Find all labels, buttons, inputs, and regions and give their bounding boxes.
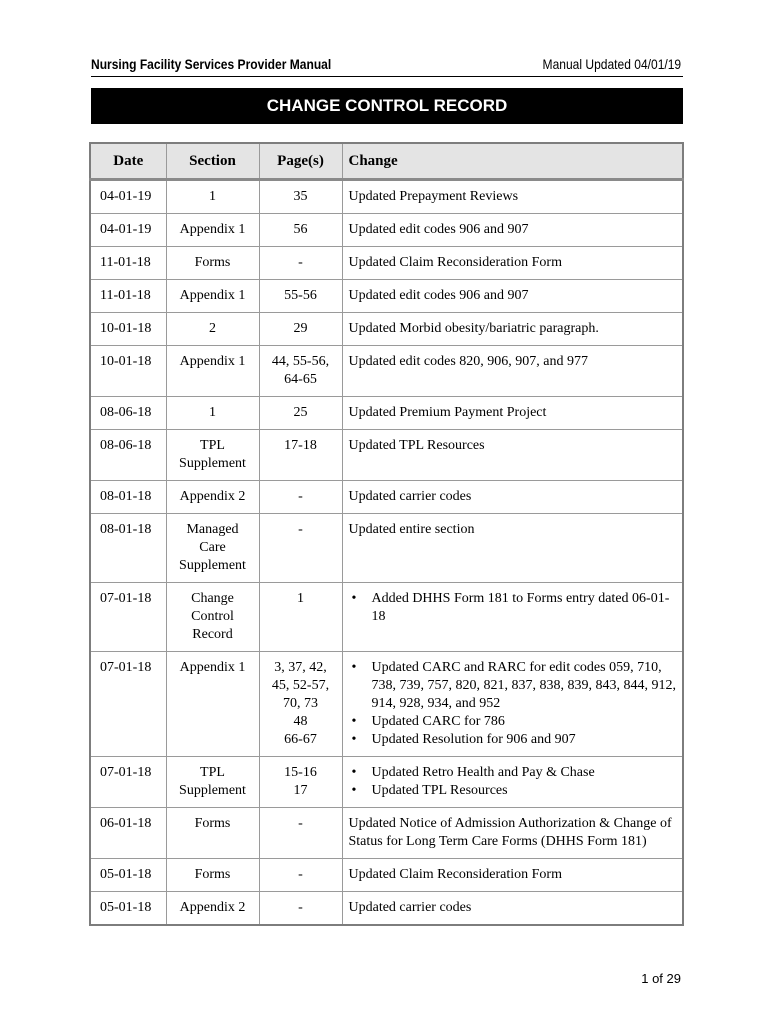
cell-date: 04-01-19	[90, 180, 166, 214]
cell-change	[342, 757, 683, 808]
cell-pages	[259, 859, 342, 892]
cell-pages	[259, 481, 342, 514]
table-row	[90, 514, 683, 583]
cell-section-line: 2	[209, 321, 216, 336]
cell-section-line: Change	[191, 591, 234, 606]
cell-section	[166, 808, 259, 859]
column-header-change: Change	[342, 143, 683, 180]
cell-section	[166, 214, 259, 247]
change-bullet-item: • Updated CARC for 786	[349, 713, 677, 731]
cell-change-line: Updated edit codes 820, 906, 907, and 977	[348, 354, 589, 369]
cell-pages	[259, 313, 342, 346]
cell-date: 10-01-18	[90, 346, 166, 397]
cell-change	[342, 430, 683, 481]
cell-section-line: Control	[191, 609, 234, 624]
table-row	[90, 481, 683, 514]
cell-change	[342, 652, 683, 757]
table-row	[90, 280, 683, 313]
cell-section	[166, 430, 259, 481]
table-header-row	[90, 143, 683, 180]
cell-date: 05-01-18	[90, 859, 166, 892]
cell-section	[166, 583, 259, 652]
column-header-date: Date	[90, 143, 166, 180]
cell-pages-line: 25	[293, 405, 308, 420]
cell-change-line: Updated entire section	[348, 522, 475, 537]
cell-section	[166, 180, 259, 214]
change-control-table	[89, 142, 684, 926]
cell-pages-line: 17-18	[284, 438, 317, 453]
cell-pages	[259, 583, 342, 652]
cell-change-line: Updated TPL Resources	[348, 438, 485, 453]
cell-pages-line: 44, 55-56,	[271, 354, 330, 369]
cell-change-line: Updated Prepayment Reviews	[348, 189, 519, 204]
cell-pages-line: 70, 73	[283, 696, 318, 711]
cell-section-line: 1	[209, 405, 216, 420]
column-header-section: Section	[166, 143, 259, 180]
cell-section	[166, 652, 259, 757]
cell-change-line: Updated Claim Reconsideration Form	[348, 867, 562, 882]
cell-change	[342, 859, 683, 892]
table-row	[90, 430, 683, 481]
cell-section	[166, 757, 259, 808]
cell-change-line: Updated carrier codes	[348, 489, 472, 504]
cell-change	[342, 583, 683, 652]
cell-change	[342, 247, 683, 280]
cell-change	[342, 808, 683, 859]
cell-pages-line: 48	[293, 714, 308, 729]
table-row	[90, 214, 683, 247]
cell-change	[342, 514, 683, 583]
cell-section-line: TPL	[200, 438, 225, 453]
cell-section-line: Appendix 2	[179, 900, 246, 915]
cell-section	[166, 514, 259, 583]
cell-section-line: Care	[199, 540, 226, 555]
cell-change-line: Updated edit codes 906 and 907	[348, 222, 529, 237]
cell-section-line: Forms	[194, 255, 231, 270]
cell-date: 07-01-18	[90, 652, 166, 757]
cell-change-line: Updated Morbid obesity/bariatric paragraph.	[348, 321, 599, 336]
cell-section-line: Forms	[194, 816, 231, 831]
cell-pages-line: 29	[293, 321, 308, 336]
cell-change	[342, 280, 683, 313]
cell-pages-line: -	[298, 816, 303, 831]
cell-change-line: Updated carrier codes	[348, 900, 472, 915]
cell-change	[342, 214, 683, 247]
cell-pages	[259, 247, 342, 280]
cell-date: 10-01-18	[90, 313, 166, 346]
cell-pages-line: 66-67	[284, 732, 317, 747]
cell-change	[342, 397, 683, 430]
cell-section-line: Appendix 1	[179, 222, 246, 237]
manual-updated-date: Manual Updated 04/01/19	[542, 56, 681, 72]
cell-date: 11-01-18	[90, 280, 166, 313]
change-bullet-list	[349, 764, 677, 800]
cell-section	[166, 247, 259, 280]
cell-date: 04-01-19	[90, 214, 166, 247]
cell-section-line: Forms	[194, 867, 231, 882]
page-title: CHANGE CONTROL RECORD	[91, 88, 683, 124]
cell-pages-line: 1	[297, 591, 304, 606]
cell-section	[166, 892, 259, 926]
cell-pages	[259, 808, 342, 859]
change-bullet-list	[349, 659, 677, 749]
table-row	[90, 859, 683, 892]
cell-pages	[259, 652, 342, 757]
header-rule	[91, 76, 683, 77]
cell-date: 07-01-18	[90, 583, 166, 652]
cell-pages	[259, 180, 342, 214]
cell-pages-line: 17	[293, 783, 308, 798]
cell-date: 11-01-18	[90, 247, 166, 280]
cell-pages-line: -	[298, 867, 303, 882]
cell-section-line: Supplement	[179, 558, 246, 573]
cell-pages	[259, 346, 342, 397]
cell-date: 08-01-18	[90, 481, 166, 514]
change-bullet-item: • Added DHHS Form 181 to Forms entry dated 06-01-18	[349, 590, 677, 626]
cell-pages	[259, 892, 342, 926]
cell-pages-line: 56	[293, 222, 308, 237]
table-row	[90, 397, 683, 430]
cell-pages	[259, 214, 342, 247]
cell-pages-line: 55-56	[284, 288, 317, 303]
change-bullet-list	[349, 590, 677, 626]
table-row	[90, 247, 683, 280]
cell-section-line: Record	[192, 627, 233, 642]
cell-section	[166, 346, 259, 397]
cell-pages-line: -	[298, 900, 303, 915]
cell-date: 08-06-18	[90, 430, 166, 481]
cell-section	[166, 280, 259, 313]
cell-pages	[259, 757, 342, 808]
cell-section-line: Appendix 1	[179, 660, 246, 675]
table-body	[90, 180, 683, 926]
table-row	[90, 313, 683, 346]
cell-section	[166, 481, 259, 514]
table-row	[90, 180, 683, 214]
cell-pages-line: 15-16	[284, 765, 317, 780]
table-row	[90, 583, 683, 652]
cell-pages-line: -	[298, 522, 303, 537]
cell-date: 08-06-18	[90, 397, 166, 430]
change-bullet-item: • Updated CARC and RARC for edit codes 059, 710, 738, 739, 757, 820, 821, 837, 838, 839, 843, 844, 912, 914, 928, 934, and 952	[349, 659, 677, 713]
cell-date: 06-01-18	[90, 808, 166, 859]
cell-change	[342, 346, 683, 397]
table-row	[90, 892, 683, 926]
cell-date: 05-01-18	[90, 892, 166, 926]
change-bullet-item: • Updated TPL Resources	[349, 782, 677, 800]
cell-pages-line: -	[298, 489, 303, 504]
cell-section	[166, 397, 259, 430]
cell-section-line: TPL	[200, 765, 225, 780]
cell-change-line: Updated Claim Reconsideration Form	[348, 255, 562, 270]
cell-pages-line: 45, 52-57,	[271, 678, 330, 693]
cell-pages-line: 3, 37, 42,	[274, 660, 327, 675]
manual-title: Nursing Facility Services Provider Manual	[91, 56, 332, 72]
cell-section-line: Appendix 1	[179, 354, 246, 369]
cell-section-line: Appendix 1	[179, 288, 246, 303]
cell-date: 07-01-18	[90, 757, 166, 808]
cell-section-line: Appendix 2	[179, 489, 246, 504]
cell-pages-line: -	[298, 255, 303, 270]
cell-section-line: Supplement	[179, 783, 246, 798]
cell-change	[342, 892, 683, 926]
cell-pages-line: 64-65	[284, 372, 317, 387]
cell-section	[166, 859, 259, 892]
cell-section-line: Managed	[186, 522, 239, 537]
cell-section	[166, 313, 259, 346]
cell-change	[342, 180, 683, 214]
table-row	[90, 346, 683, 397]
cell-pages	[259, 397, 342, 430]
cell-date: 08-01-18	[90, 514, 166, 583]
cell-change	[342, 313, 683, 346]
table-row	[90, 652, 683, 757]
cell-pages	[259, 430, 342, 481]
table-row	[90, 808, 683, 859]
table-row	[90, 757, 683, 808]
cell-pages	[259, 280, 342, 313]
cell-section-line: 1	[209, 189, 216, 204]
cell-pages	[259, 514, 342, 583]
cell-section-line: Supplement	[179, 456, 246, 471]
page-number: 1 of 29	[641, 971, 681, 986]
change-bullet-item: • Updated Retro Health and Pay & Chase	[349, 764, 677, 782]
cell-change-line: Updated edit codes 906 and 907	[348, 288, 529, 303]
cell-pages-line: 35	[293, 189, 308, 204]
cell-change	[342, 481, 683, 514]
column-header-pages: Page(s)	[259, 143, 342, 180]
cell-change-line: Updated Premium Payment Project	[348, 405, 547, 420]
change-bullet-item: • Updated Resolution for 906 and 907	[349, 731, 677, 749]
cell-change-line: Updated Notice of Admission Authorization & Change of Status for Long Term Care Forms (DHHS Form 181)	[348, 816, 672, 849]
